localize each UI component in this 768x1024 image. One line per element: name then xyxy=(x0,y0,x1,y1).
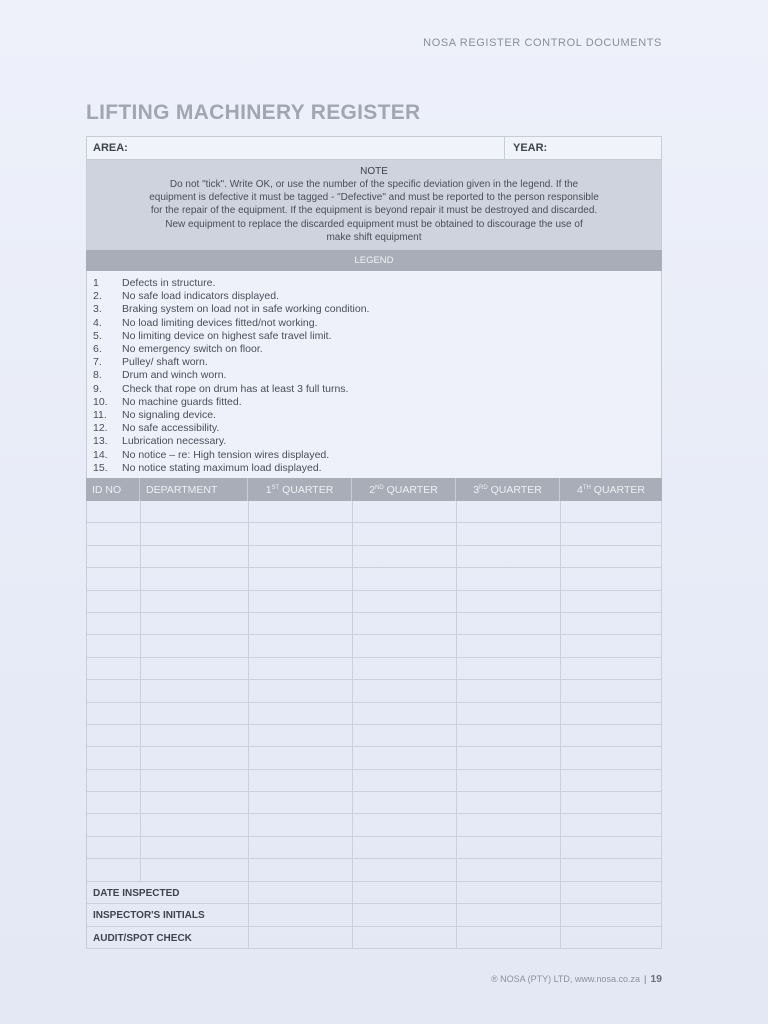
id-cell[interactable] xyxy=(87,725,141,746)
q3-cell[interactable] xyxy=(457,501,561,522)
q3-inspection-cell[interactable] xyxy=(457,882,561,904)
q3-cell[interactable] xyxy=(457,814,561,835)
col-header-q3: 3RD QUARTER xyxy=(456,478,560,501)
legend-item-text: No limiting device on highest safe travel limit. xyxy=(122,329,332,342)
q3-cell[interactable] xyxy=(457,859,561,880)
q4-cell[interactable] xyxy=(561,568,662,589)
legend-item xyxy=(93,343,661,356)
legend-item-text: Check that rope on drum has at least 3 full turns. xyxy=(122,382,349,395)
q1-cell[interactable] xyxy=(249,501,353,522)
q1-cell[interactable] xyxy=(249,680,353,701)
legend-item-number: 5. xyxy=(93,329,102,342)
q2-cell[interactable] xyxy=(353,680,457,701)
table-row xyxy=(87,770,662,792)
q4-cell[interactable] xyxy=(561,747,662,768)
q4-inspection-cell[interactable] xyxy=(561,904,662,926)
table-row xyxy=(87,837,662,859)
department-cell[interactable] xyxy=(141,635,249,656)
legend-item-number: 7. xyxy=(93,356,102,369)
note-line: equipment is defective it must be tagged - "Defective" and must be reported to the person responsible xyxy=(149,192,599,204)
legend-item xyxy=(93,303,661,316)
table-row xyxy=(87,568,662,590)
id-cell[interactable] xyxy=(87,859,141,880)
legend-item xyxy=(93,462,661,475)
q3-cell[interactable] xyxy=(457,703,561,724)
department-cell[interactable] xyxy=(141,770,249,791)
q4-cell[interactable] xyxy=(561,546,662,567)
q3-cell[interactable] xyxy=(457,837,561,858)
legend-item xyxy=(93,317,661,330)
legend-item xyxy=(93,369,661,382)
inspection-footer-rows xyxy=(86,882,662,950)
q2-inspection-cell[interactable] xyxy=(353,927,457,949)
id-cell[interactable] xyxy=(87,658,141,679)
q4-cell[interactable] xyxy=(561,680,662,701)
department-cell[interactable] xyxy=(141,523,249,544)
table-row xyxy=(87,725,662,747)
q3-cell[interactable] xyxy=(457,546,561,567)
q2-cell[interactable] xyxy=(353,770,457,791)
q1-inspection-cell[interactable] xyxy=(249,882,353,904)
department-cell[interactable] xyxy=(141,703,249,724)
q2-cell[interactable] xyxy=(353,859,457,880)
id-cell[interactable] xyxy=(87,591,141,612)
legend-item xyxy=(93,435,661,448)
q2-cell[interactable] xyxy=(353,613,457,634)
table-row xyxy=(87,680,662,702)
legend-item-number: 9. xyxy=(93,382,102,395)
q4-cell[interactable] xyxy=(561,635,662,656)
legend-item-number: 1 xyxy=(93,277,99,289)
legend-item-text: No load limiting devices fitted/not working. xyxy=(122,316,318,329)
department-cell[interactable] xyxy=(141,613,249,634)
q4-cell[interactable] xyxy=(561,770,662,791)
legend-item-number: 11. xyxy=(93,409,107,422)
note-line: New equipment to replace the discarded equipment must be obtained to discourage the use of xyxy=(165,218,583,230)
q4-cell[interactable] xyxy=(561,591,662,612)
q1-cell[interactable] xyxy=(249,725,353,746)
q3-cell[interactable] xyxy=(457,792,561,813)
note-box xyxy=(86,160,662,250)
department-cell[interactable] xyxy=(141,747,249,768)
id-cell[interactable] xyxy=(87,703,141,724)
q3-inspection-cell[interactable] xyxy=(457,904,561,926)
legend-item-number: 13. xyxy=(93,435,108,448)
col-header-q4: 4TH QUARTER xyxy=(577,484,645,496)
register-table-body xyxy=(86,501,662,882)
table-row xyxy=(87,523,662,545)
q3-cell[interactable] xyxy=(457,680,561,701)
legend-item xyxy=(93,449,661,462)
q1-cell[interactable] xyxy=(249,837,353,858)
q4-cell[interactable] xyxy=(561,501,662,522)
legend-item-text: No safe accessibility. xyxy=(122,422,220,435)
q1-inspection-cell[interactable] xyxy=(249,904,353,926)
q4-cell[interactable] xyxy=(561,658,662,679)
legend-header: LEGEND xyxy=(86,250,662,271)
legend-item xyxy=(93,422,661,435)
page-number: 19 xyxy=(650,973,662,985)
legend-item xyxy=(93,290,661,303)
q2-cell[interactable] xyxy=(353,546,457,567)
year-field[interactable]: YEAR: xyxy=(513,142,548,154)
q1-cell[interactable] xyxy=(249,859,353,880)
col-header-department: DEPARTMENT xyxy=(140,478,248,501)
q1-cell[interactable] xyxy=(249,591,353,612)
table-row xyxy=(87,613,662,635)
department-cell[interactable] xyxy=(141,814,249,835)
legend-item-text: Drum and winch worn. xyxy=(122,369,227,382)
table-row xyxy=(87,792,662,814)
q2-cell[interactable] xyxy=(353,658,457,679)
q3-cell[interactable] xyxy=(457,613,561,634)
legend-item-text: No signaling device. xyxy=(122,409,216,422)
q2-cell[interactable] xyxy=(353,837,457,858)
department-cell[interactable] xyxy=(141,591,249,612)
q3-cell[interactable] xyxy=(457,725,561,746)
id-cell[interactable] xyxy=(87,814,141,835)
legend-item xyxy=(93,330,661,343)
q4-inspection-cell[interactable] xyxy=(561,927,662,949)
note-line: for the repair of the equipment. If the equipment is beyond repair it must be destroyed and discarded. xyxy=(150,205,598,217)
q2-cell[interactable] xyxy=(353,703,457,724)
q2-cell[interactable] xyxy=(353,501,457,522)
id-cell[interactable] xyxy=(87,792,141,813)
department-cell[interactable] xyxy=(141,501,249,522)
legend-item-number: 6. xyxy=(93,343,102,356)
inspection-row-label: DATE INSPECTED xyxy=(87,882,249,904)
inspection-row-label: INSPECTOR'S INITIALS xyxy=(87,904,249,926)
q2-cell[interactable] xyxy=(353,523,457,544)
q2-cell[interactable] xyxy=(353,725,457,746)
q3-cell[interactable] xyxy=(457,523,561,544)
q1-cell[interactable] xyxy=(249,703,353,724)
q4-cell[interactable] xyxy=(561,859,662,880)
q1-cell[interactable] xyxy=(249,635,353,656)
legend-item-text: No notice – re: High tension wires displayed. xyxy=(122,448,330,461)
q1-cell[interactable] xyxy=(249,814,353,835)
legend-item-number: 10. xyxy=(93,395,108,408)
q3-cell[interactable] xyxy=(457,770,561,791)
table-row xyxy=(87,591,662,613)
legend-item xyxy=(93,396,661,409)
table-row xyxy=(87,703,662,725)
q4-cell[interactable] xyxy=(561,725,662,746)
q3-cell[interactable] xyxy=(457,568,561,589)
id-cell[interactable] xyxy=(87,747,141,768)
q1-cell[interactable] xyxy=(249,523,353,544)
page-footer xyxy=(491,973,662,985)
inspection-row xyxy=(87,904,662,927)
id-cell[interactable] xyxy=(87,770,141,791)
q1-cell[interactable] xyxy=(249,546,353,567)
q1-inspection-cell[interactable] xyxy=(249,927,353,949)
legend-item-number: 8. xyxy=(93,369,102,382)
inspection-row xyxy=(87,882,662,905)
department-cell[interactable] xyxy=(141,837,249,858)
q4-inspection-cell[interactable] xyxy=(561,882,662,904)
table-row xyxy=(87,546,662,568)
q2-inspection-cell[interactable] xyxy=(353,904,457,926)
q1-cell[interactable] xyxy=(249,568,353,589)
q1-cell[interactable] xyxy=(249,613,353,634)
legend-item xyxy=(93,356,661,369)
legend-item-number: 14. xyxy=(93,448,108,461)
table-row xyxy=(87,501,662,523)
legend-item-text: Pulley/ shaft worn. xyxy=(122,356,208,369)
id-cell[interactable] xyxy=(87,546,141,567)
q1-cell[interactable] xyxy=(249,747,353,768)
q2-cell[interactable] xyxy=(353,814,457,835)
inspection-row-label: AUDIT/SPOT CHECK xyxy=(87,927,249,949)
register-form xyxy=(86,136,662,949)
legend-item xyxy=(93,277,661,290)
q4-cell[interactable] xyxy=(561,523,662,544)
department-cell[interactable] xyxy=(141,568,249,589)
legend-item-text: No machine guards fitted. xyxy=(122,395,242,408)
q4-cell[interactable] xyxy=(561,613,662,634)
q3-cell[interactable] xyxy=(457,635,561,656)
legend-item xyxy=(93,383,661,396)
legend-item-text: No notice stating maximum load displayed. xyxy=(122,461,322,474)
note-text xyxy=(95,178,653,244)
col-header-q1: 1ST QUARTER xyxy=(248,478,352,501)
inspection-row xyxy=(87,927,662,950)
q4-cell[interactable] xyxy=(561,814,662,835)
q2-cell[interactable] xyxy=(353,591,457,612)
legend-item-number: 12. xyxy=(93,422,108,435)
legend-item-text: Defects in structure. xyxy=(122,277,216,289)
q3-cell[interactable] xyxy=(457,591,561,612)
q3-inspection-cell[interactable] xyxy=(457,927,561,949)
id-cell[interactable] xyxy=(87,680,141,701)
q2-cell[interactable] xyxy=(353,747,457,768)
table-row xyxy=(87,658,662,680)
table-row xyxy=(87,635,662,657)
q2-cell[interactable] xyxy=(353,635,457,656)
q1-cell[interactable] xyxy=(249,658,353,679)
legend-item-number: 15. xyxy=(93,461,108,474)
department-cell[interactable] xyxy=(141,658,249,679)
footer-separator: | xyxy=(643,974,647,984)
id-cell[interactable] xyxy=(87,501,141,522)
id-cell[interactable] xyxy=(87,568,141,589)
legend-item xyxy=(93,409,661,422)
col-header-id: ID NO xyxy=(86,478,140,501)
area-year-row xyxy=(86,136,662,160)
department-cell[interactable] xyxy=(141,546,249,567)
legend-item-text: Lubrication necessary. xyxy=(122,435,227,448)
table-header-row xyxy=(86,478,662,501)
q2-inspection-cell[interactable] xyxy=(353,882,457,904)
legend-item-number: 3. xyxy=(93,303,102,316)
department-cell[interactable] xyxy=(141,725,249,746)
header-doc-series: NOSA REGISTER CONTROL DOCUMENTS xyxy=(423,37,662,49)
id-cell[interactable] xyxy=(87,837,141,858)
q1-cell[interactable] xyxy=(249,792,353,813)
q3-cell[interactable] xyxy=(457,658,561,679)
col-header-q2: 2ND QUARTER xyxy=(352,478,456,501)
table-row xyxy=(87,814,662,836)
q4-cell[interactable] xyxy=(561,837,662,858)
department-cell[interactable] xyxy=(141,680,249,701)
note-title: NOTE xyxy=(360,166,388,177)
area-field[interactable]: AREA: xyxy=(87,137,505,159)
legend-item-text: No emergency switch on floor. xyxy=(122,343,263,356)
legend-item-number: 4. xyxy=(93,316,102,329)
table-row xyxy=(87,859,662,881)
legend-item-text: No safe load indicators displayed. xyxy=(122,290,280,303)
q2-cell[interactable] xyxy=(353,568,457,589)
note-line: make shift equipment xyxy=(326,231,422,243)
q2-cell[interactable] xyxy=(353,792,457,813)
legend-item-number: 2. xyxy=(93,290,102,303)
q1-cell[interactable] xyxy=(249,770,353,791)
id-cell[interactable] xyxy=(87,635,141,656)
department-cell[interactable] xyxy=(141,792,249,813)
q4-cell[interactable] xyxy=(561,703,662,724)
legend-list xyxy=(86,271,662,478)
q3-cell[interactable] xyxy=(457,747,561,768)
note-line: Do not "tick". Write OK, or use the number of the specific deviation given in the legend. If the xyxy=(169,179,579,190)
copyright-text: ® NOSA (PTY) LTD, www.nosa.co.za xyxy=(490,974,640,984)
id-cell[interactable] xyxy=(87,613,141,634)
page-title: LIFTING MACHINERY REGISTER xyxy=(86,101,421,124)
legend-item-text: Braking system on load not in safe working condition. xyxy=(122,303,370,316)
table-row xyxy=(87,747,662,769)
department-cell[interactable] xyxy=(141,859,249,880)
q4-cell[interactable] xyxy=(561,792,662,813)
id-cell[interactable] xyxy=(87,523,141,544)
